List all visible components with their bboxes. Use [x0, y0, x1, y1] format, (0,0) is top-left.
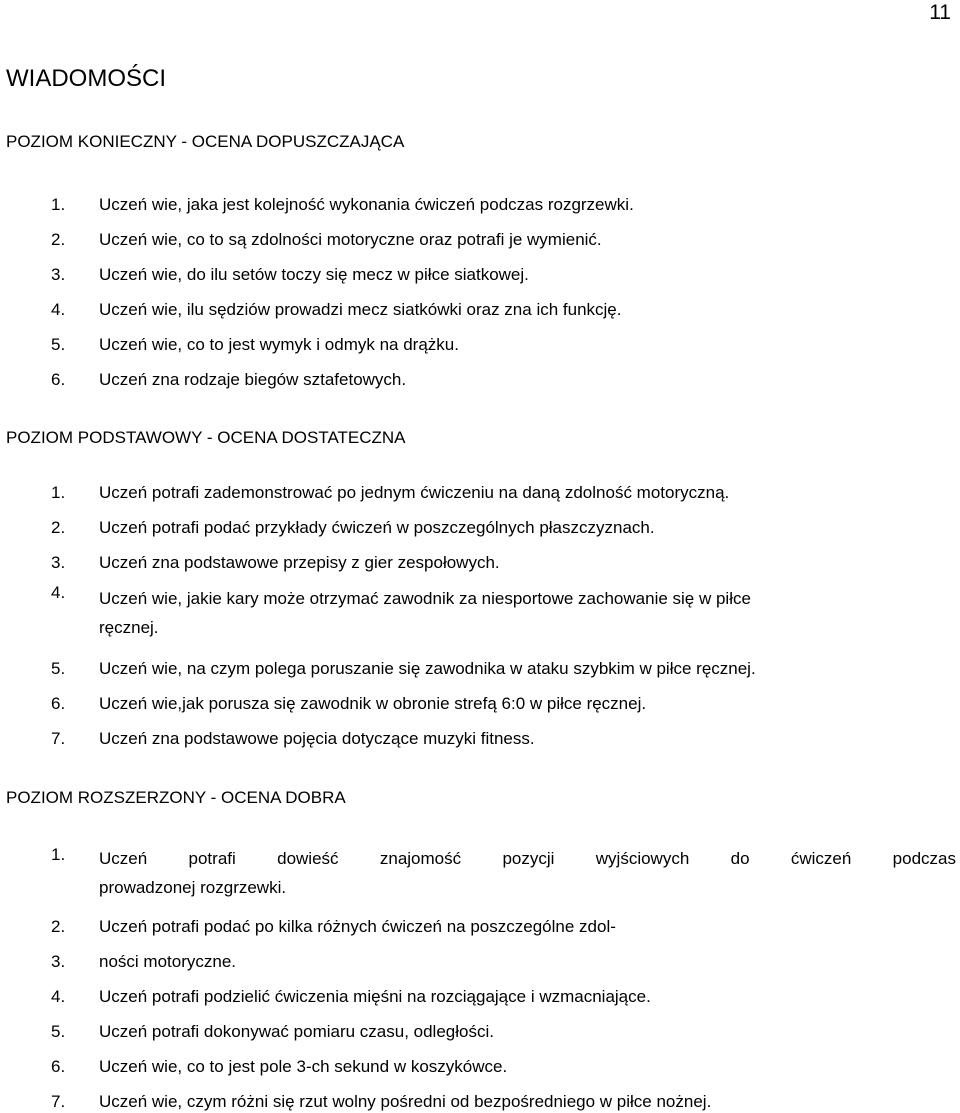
item-number: 1. [51, 845, 66, 864]
list-item [0, 916, 960, 938]
item-text: Uczeń zna podstawowe pojęcia dotyczące muzyki fitness. [99, 729, 535, 748]
item-number: 7. [51, 729, 66, 748]
list-podstawowy [0, 482, 960, 750]
item-text: Uczeń wie, na czym polega poruszanie się zawodnika w ataku szybkim w piłce ręcznej. [99, 659, 756, 678]
item-number: 6. [51, 370, 66, 389]
item-text: Uczeń potrafi podzielić ćwiczenia mięśni na rozciągające i wzmacniające. [99, 987, 651, 1006]
item-number: 4. [51, 987, 66, 1006]
list-item [0, 517, 960, 539]
item-number: 4. [51, 583, 66, 602]
item-text: Uczeń wie, do ilu setów toczy się mecz w piłce siatkowej. [99, 265, 529, 284]
list-konieczny [0, 194, 960, 391]
item-text: Uczeń wie,jak porusza się zawodnik w obronie strefą 6:0 w piłce ręcznej. [99, 694, 647, 713]
item-text-continuation: ręcznej. [99, 618, 159, 637]
item-number: 3. [51, 265, 66, 284]
list-item [0, 194, 960, 216]
item-text: Uczeń zna podstawowe przepisy z gier zespołowych. [99, 553, 500, 572]
item-number: 5. [51, 1022, 66, 1041]
list-item [0, 581, 960, 645]
item-number: 2. [51, 230, 66, 249]
item-text: ności motoryczne. [99, 952, 236, 971]
page-number: 11 [929, 1, 951, 24]
section-heading-rozszerzony: POZIOM ROZSZERZONY - OCENA DOBRA [6, 788, 346, 807]
item-number: 3. [51, 553, 66, 572]
list-item [0, 552, 960, 574]
item-number: 3. [51, 952, 66, 971]
item-number: 6. [51, 694, 66, 713]
page-title: WIADOMOŚCI [6, 65, 166, 92]
list-item [0, 1021, 960, 1043]
item-text: Uczeń wie, co to jest wymyk i odmyk na drążku. [99, 335, 459, 354]
item-number: 6. [51, 1057, 66, 1076]
item-number: 5. [51, 659, 66, 678]
item-number: 7. [51, 1092, 66, 1111]
item-text-continuation: prowadzonej rozgrzewki. [99, 878, 287, 897]
item-number: 4. [51, 300, 66, 319]
list-rozszerzony [0, 847, 960, 1113]
list-item [0, 951, 960, 973]
item-number: 2. [51, 518, 66, 537]
list-item [0, 728, 960, 750]
item-number: 1. [51, 483, 66, 502]
section-heading-podstawowy: POZIOM PODSTAWOWY - OCENA DOSTATECZNA [6, 428, 406, 447]
item-text: Uczeń wie, co to jest pole 3-ch sekund w koszykówce. [99, 1057, 508, 1076]
list-item [0, 658, 960, 680]
item-text: Uczeń wie, jakie kary może otrzymać zawodnik za niesportowe zachowanie się w piłce [99, 589, 751, 608]
list-item [0, 482, 960, 504]
item-text: Uczeń wie, co to są zdolności motoryczne oraz potrafi je wymienić. [99, 230, 602, 249]
list-item [0, 334, 960, 356]
item-text: Uczeń potrafi podać po kilka różnych ćwiczeń na poszczególne zdol- [99, 917, 616, 936]
list-item [0, 299, 960, 321]
item-number: 1. [51, 195, 66, 214]
list-item [0, 369, 960, 391]
item-text: Uczeń potrafi dowieść znajomość pozycji wyjściowych do ćwiczeń podczas [99, 849, 956, 868]
item-text: Uczeń wie, czym różni się rzut wolny pośredni od bezpośredniego w piłce nożnej. [99, 1092, 712, 1111]
list-item [0, 229, 960, 251]
item-text: Uczeń potrafi podać przykłady ćwiczeń w poszczególnych płaszczyznach. [99, 518, 655, 537]
list-item [0, 264, 960, 286]
list-item [0, 986, 960, 1008]
item-text: Uczeń zna rodzaje biegów sztafetowych. [99, 370, 407, 389]
list-item [0, 1056, 960, 1078]
list-item [0, 843, 960, 903]
section-heading-konieczny: POZIOM KONIECZNY - OCENA DOPUSZCZAJĄCA [6, 132, 405, 151]
item-text: Uczeń wie, ilu sędziów prowadzi mecz siatkówki oraz zna ich funkcję. [99, 300, 622, 319]
item-number: 5. [51, 335, 66, 354]
item-text: Uczeń potrafi zademonstrować po jednym ćwiczeniu na daną zdolność motoryczną. [99, 483, 730, 502]
item-text: Uczeń wie, jaka jest kolejność wykonania ćwiczeń podczas rozgrzewki. [99, 195, 634, 214]
item-number: 2. [51, 917, 66, 936]
item-text: Uczeń potrafi dokonywać pomiaru czasu, odległości. [99, 1022, 494, 1041]
list-item [0, 693, 960, 715]
